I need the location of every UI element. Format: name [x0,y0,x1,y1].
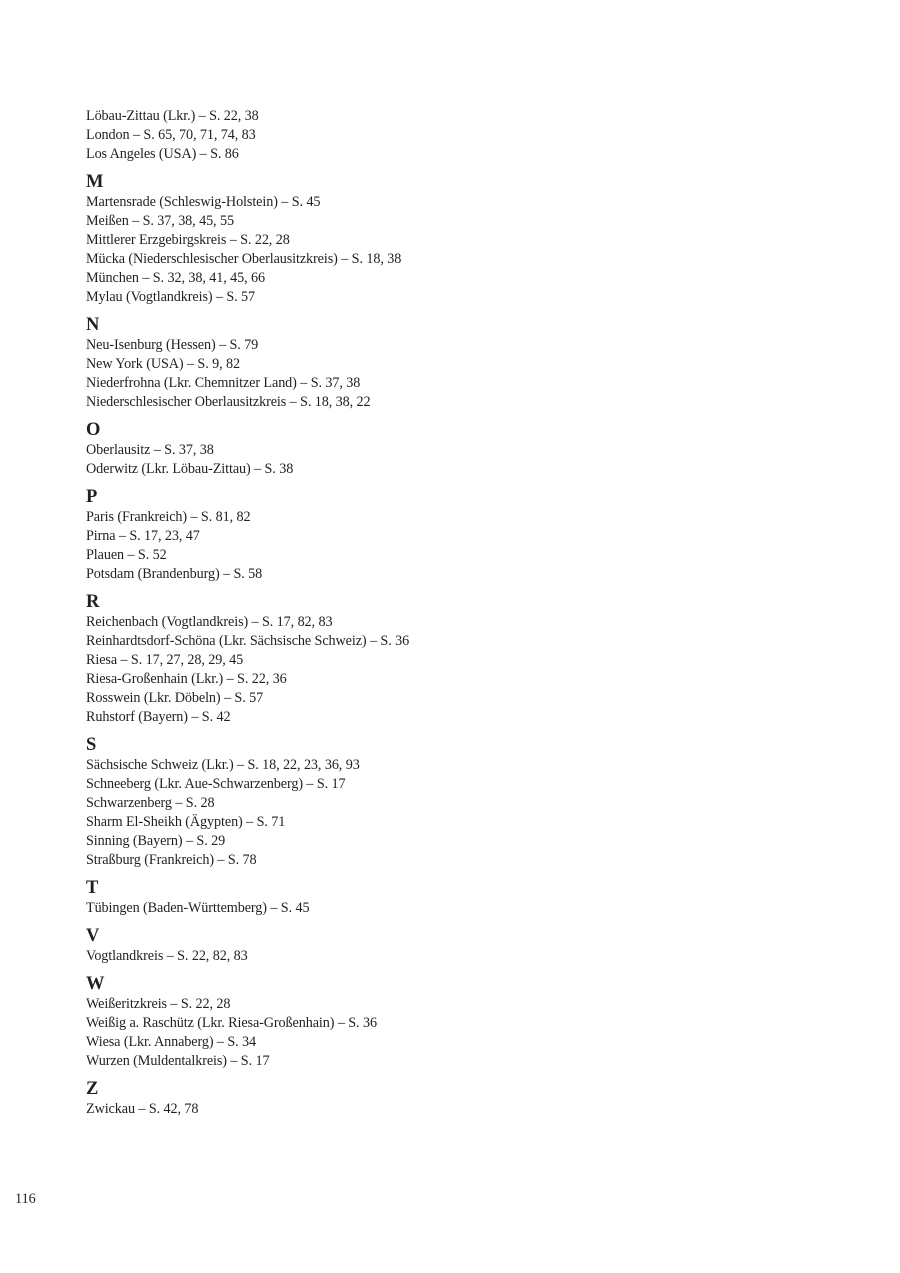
place-index [86,107,806,1119]
index-section [86,592,806,727]
index-entry: Niederfrohna (Lkr. Chemnitzer Land) – S. 37, 38 [86,375,361,391]
page-number: 116 [15,1191,36,1207]
section-letter-heading: T [86,878,99,898]
section-letter-heading: P [86,487,98,507]
index-section [86,974,806,1071]
index-entry: Niederschlesischer Oberlausitzkreis – S. 18, 38, 22 [86,394,371,410]
index-entry: Vogtlandkreis – S. 22, 82, 83 [86,948,248,964]
index-entry: Wiesa (Lkr. Annaberg) – S. 34 [86,1034,257,1050]
index-entry: Tübingen (Baden-Württemberg) – S. 45 [86,900,310,916]
index-entry: Schwarzenberg – S. 28 [86,795,215,811]
index-entry: New York (USA) – S. 9, 82 [86,356,240,372]
index-entry: Mittlerer Erzgebirgskreis – S. 22, 28 [86,232,290,248]
index-entry: Oderwitz (Lkr. Löbau-Zittau) – S. 38 [86,461,294,477]
index-section [86,420,806,479]
index-entry: Wurzen (Muldentalkreis) – S. 17 [86,1053,270,1069]
section-letter-heading: W [86,974,105,994]
section-letter-heading: V [86,926,100,946]
index-section [86,172,806,307]
index-entry: Zwickau – S. 42, 78 [86,1101,199,1117]
index-entry: Meißen – S. 37, 38, 45, 55 [86,213,234,229]
index-entry: Paris (Frankreich) – S. 81, 82 [86,509,251,525]
section-letter-heading: S [86,735,97,755]
index-section [86,926,806,966]
index-entry: Reichenbach (Vogtlandkreis) – S. 17, 82, 83 [86,614,333,630]
section-letter-heading: Z [86,1079,99,1099]
index-entry: Schneeberg (Lkr. Aue-Schwarzenberg) – S. 17 [86,776,346,792]
index-section [86,315,806,412]
section-letter-heading: M [86,172,104,192]
index-entry: Oberlausitz – S. 37, 38 [86,442,214,458]
index-entry: Reinhardtsdorf-Schöna (Lkr. Sächsische Schweiz) – S. 36 [86,633,410,649]
index-entry: Rosswein (Lkr. Döbeln) – S. 57 [86,690,264,706]
index-entry: Plauen – S. 52 [86,547,167,563]
index-entry: Mücka (Niederschlesischer Oberlausitzkreis) – S. 18, 38 [86,251,402,267]
index-entry: Weißeritzkreis – S. 22, 28 [86,996,231,1012]
index-entry: Ruhstorf (Bayern) – S. 42 [86,709,231,725]
index-entry: Straßburg (Frankreich) – S. 78 [86,852,257,868]
section-letter-heading: O [86,420,101,440]
index-section [86,735,806,870]
index-entry: München – S. 32, 38, 41, 45, 66 [86,270,265,286]
index-entry: Potsdam (Brandenburg) – S. 58 [86,566,263,582]
index-section [86,487,806,584]
index-entry: Sharm El-Sheikh (Ägypten) – S. 71 [86,814,286,830]
index-entry: Weißig a. Raschütz (Lkr. Riesa-Großenhain) – S. 36 [86,1015,377,1031]
index-section [86,878,806,918]
index-entry: Sächsische Schweiz (Lkr.) – S. 18, 22, 23, 36, 93 [86,757,360,773]
index-section [86,1079,806,1119]
index-entry: London – S. 65, 70, 71, 74, 83 [86,127,256,143]
index-entry: Neu-Isenburg (Hessen) – S. 79 [86,337,259,353]
section-letter-heading: R [86,592,100,612]
index-entry: Martensrade (Schleswig-Holstein) – S. 45 [86,194,321,210]
index-entry: Riesa – S. 17, 27, 28, 29, 45 [86,652,244,668]
section-letter-heading: N [86,315,100,335]
index-entry: Riesa-Großenhain (Lkr.) – S. 22, 36 [86,671,287,687]
index-entry: Pirna – S. 17, 23, 47 [86,528,200,544]
index-section [86,107,806,164]
index-entry: Löbau-Zittau (Lkr.) – S. 22, 38 [86,108,259,124]
index-entry: Sinning (Bayern) – S. 29 [86,833,226,849]
index-entry: Mylau (Vogtlandkreis) – S. 57 [86,289,256,305]
index-entry: Los Angeles (USA) – S. 86 [86,146,239,162]
